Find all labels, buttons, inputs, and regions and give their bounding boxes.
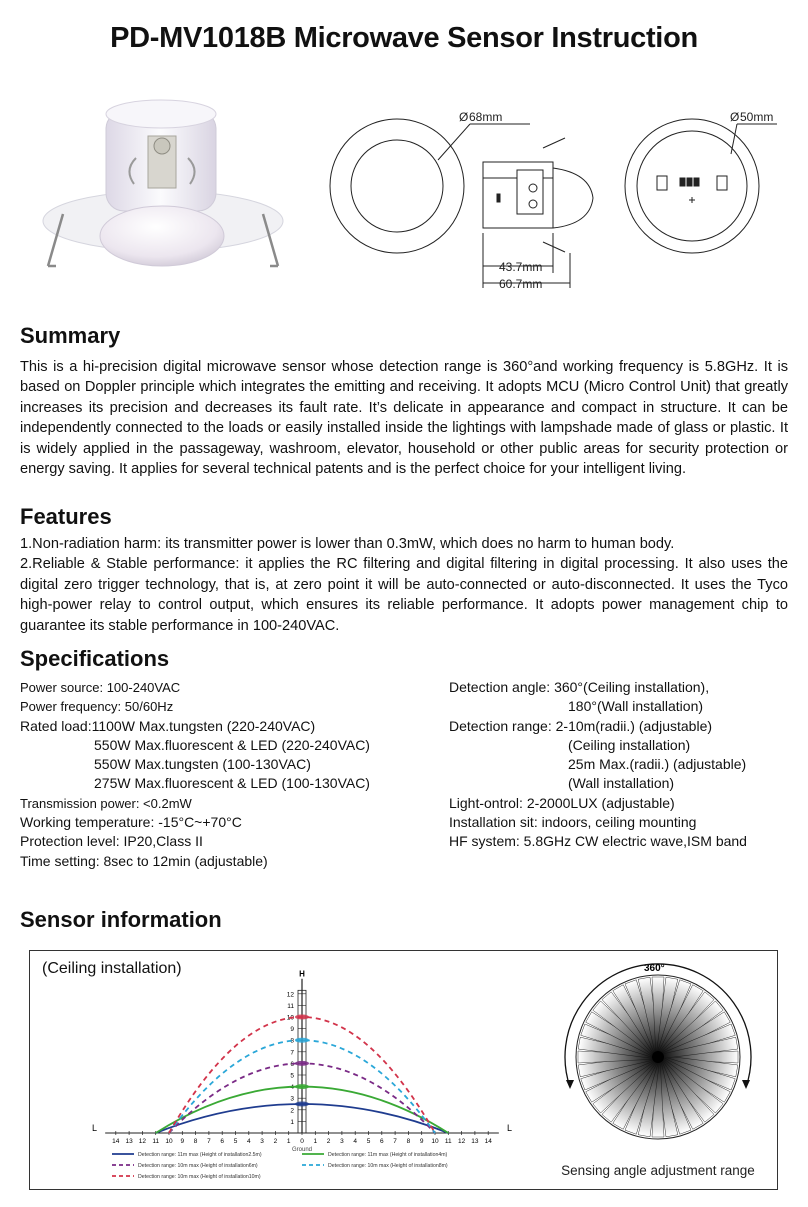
x-tick-label: 4: [246, 1138, 251, 1145]
y-tick-label: 3: [290, 1095, 294, 1103]
y-tick-label: 8: [290, 1037, 294, 1045]
summary-text: This is a hi-precision digital microwave sensor whose detection range is 360°and working frequency is 5.8GHz. It is based on Doppler principle which integrates the emitting and receiving. It adopts MCU (Micro Control Unit) that greatly increases its precision and decreases its fault rate. It’s delicate in appearance and compact in structure. It can be independently connected to the loads or easily installed inside the lightings with lampshade made of glass or plastic. It is widely applied in the passageway, washroom, elevator, household or other public areas for security protection or energy saving. It applies for several technical patents and is the perfect choice for your intelligent living.: [20, 359, 788, 478]
spec-left-column: [20, 678, 370, 871]
x-tick-label: 13: [471, 1138, 479, 1145]
chart-label: (Ceiling installation): [42, 960, 182, 977]
x-tick-label: 7: [207, 1138, 211, 1145]
x-axis-label-left: L: [92, 1123, 98, 1133]
spec-working-temperature: Working temperature: -15°C~+70°C: [20, 814, 242, 831]
y-tick-label: 7: [290, 1049, 294, 1057]
sensor-info-box: [29, 950, 778, 1190]
x-tick-label: 5: [366, 1138, 371, 1145]
sensing-pattern-diagram: [544, 957, 772, 1187]
x-tick-label: 13: [125, 1138, 133, 1145]
spec-installation-site: Installation sit: indoors, ceiling mounting: [449, 814, 697, 831]
spec-detection-angle-wall: 180°(Wall installation): [568, 698, 704, 715]
summary-heading: Summary: [20, 323, 121, 348]
side-outer-width-label: 60.7mm: [499, 277, 543, 291]
height-marker: [295, 1038, 309, 1043]
y-tick-label: 10: [286, 1014, 294, 1022]
angle-label: 360°: [644, 963, 665, 974]
x-tick-label: 9: [419, 1138, 424, 1145]
pattern-caption: Sensing angle adjustment range: [561, 1163, 755, 1178]
spec-rated-load-2: 550W Max.fluorescent & LED (220-240VAC): [94, 736, 370, 753]
x-tick-label: 2: [326, 1138, 331, 1145]
spec-time-setting: Time setting: 8sec to 12min (adjustable): [20, 852, 268, 869]
diameter-symbol-2: Ø: [730, 110, 740, 124]
spec-detection-range: Detection range: 2-10m(radii.) (adjustable): [449, 717, 713, 734]
x-tick-label: 12: [138, 1138, 147, 1145]
detection-range-chart: [80, 955, 550, 1187]
arrow-head-icon: [566, 1080, 574, 1089]
spec-detection-range-wall: (Wall installation): [568, 775, 675, 792]
legend-entry: Detection range: 11m max (Height of installation2.5m): [138, 1152, 262, 1158]
x-tick-label: 0: [300, 1138, 304, 1145]
x-tick-label: 11: [152, 1138, 160, 1145]
center-dot: [652, 1051, 664, 1063]
legend-entry: Detection range: 10m max (Height of installation6m): [138, 1163, 258, 1169]
dimension-drawings: [325, 108, 795, 298]
diameter-symbol: Ø: [459, 110, 469, 124]
spec-light-control: Light-ontrol: 2-2000LUX (adjustable): [449, 794, 675, 811]
x-tick-label: 10: [165, 1138, 173, 1145]
spec-rated-load-4: 275W Max.fluorescent & LED (100-130VAC): [94, 775, 370, 792]
height-marker: [295, 1061, 309, 1066]
spec-transmission-power: Transmission power: <0.2mW: [20, 795, 192, 811]
spec-detection-angle: Detection angle: 360°(Ceiling installation),: [449, 679, 710, 695]
spec-detection-range-ceiling: (Ceiling installation): [568, 736, 691, 753]
side-inner-width-label: 43.7mm: [499, 260, 543, 274]
y-tick-label: 11: [287, 1002, 294, 1010]
feature-item: 1.Non-radiation harm: its transmitter power is lower than 0.3mW, which does no harm to human body.: [20, 536, 675, 552]
legend-entry: Detection range: 11m max (Height of installation4m): [328, 1152, 448, 1158]
y-tick-label: 4: [290, 1084, 294, 1092]
features-heading: Features: [20, 504, 112, 529]
y-tick-label: 12: [286, 991, 294, 999]
spec-rated-load-3: 550W Max.tungsten (100-130VAC): [94, 756, 311, 773]
spec-power-source: Power source: 100-240VAC: [20, 680, 181, 695]
page-title: PD-MV1018B Microwave Sensor Instruction: [110, 22, 698, 54]
height-marker: [295, 1102, 309, 1107]
x-tick-label: 5: [233, 1138, 238, 1145]
x-tick-label: 12: [457, 1138, 466, 1145]
product-photo: [38, 96, 300, 278]
legend-entry: Detection range: 10m max (Height of installation8m): [328, 1163, 448, 1169]
legend-entry: Detection range: 10m max (Height of installation10m): [138, 1174, 261, 1180]
y-tick-label: 6: [290, 1060, 294, 1068]
spec-rated-load: Rated load:1100W Max.tungsten (220-240VAC): [20, 717, 316, 734]
y-tick-label: 9: [290, 1026, 294, 1034]
y-axis-label: H: [299, 969, 305, 979]
height-marker: [295, 1084, 309, 1089]
x-tick-label: 11: [444, 1138, 452, 1145]
features-list: [20, 534, 788, 636]
spoke-group: [565, 964, 751, 1139]
x-axis-label-right: L: [506, 1123, 512, 1133]
feature-item: 2.Reliable & Stable performance: it applies the RC filtering and digital filtering in digital processing. It also uses the digital zero trigger technology, that is, at zero point it will be auto-connected or auto-disconnected. It uses the Tyco high-power relay to control output, which ensures its reliable performance. It adopts power management chip to guarantee its stable performance in 100-240VAC.: [20, 556, 788, 634]
x-tick-label: 3: [260, 1138, 264, 1145]
x-tick-label: 8: [193, 1138, 198, 1145]
sensor-info-heading: Sensor information: [20, 907, 222, 932]
spec-right-column: [449, 678, 747, 852]
x-tick-label: 4: [353, 1138, 358, 1145]
x-tick-label: 2: [273, 1138, 278, 1145]
x-tick-label: 1: [286, 1138, 291, 1145]
front-diameter-label: 68mm: [469, 110, 503, 124]
arrow-head-icon: [742, 1080, 750, 1089]
x-tick-label: 3: [340, 1138, 344, 1145]
spec-protection-level: Protection level: IP20,Class II: [20, 833, 203, 850]
spec-detection-range-wall-max: 25m Max.(radii.) (adjustable): [568, 756, 747, 773]
x-tick-label: 10: [431, 1138, 439, 1145]
back-diameter-label: 50mm: [740, 110, 774, 124]
x-tick-label: 9: [180, 1138, 185, 1145]
spec-power-frequency: Power frequency: 50/60Hz: [20, 699, 174, 715]
x-tick-label: 14: [484, 1138, 492, 1145]
y-tick-label: 2: [290, 1107, 294, 1115]
x-tick-label: 6: [220, 1138, 225, 1145]
x-tick-label: 7: [393, 1138, 397, 1145]
spec-hf-system: HF system: 5.8GHz CW electric wave,ISM band: [449, 833, 747, 850]
x-tick-label: 6: [379, 1138, 384, 1145]
x-tick-label: 1: [313, 1138, 318, 1145]
height-marker: [295, 1015, 309, 1020]
ground-label: Ground: [291, 1147, 313, 1153]
specifications-heading: Specifications: [20, 646, 170, 671]
y-tick-label: 5: [290, 1072, 294, 1080]
y-tick-label: 1: [290, 1118, 294, 1126]
x-tick-label: 8: [406, 1138, 411, 1145]
x-tick-label: 14: [112, 1138, 120, 1145]
